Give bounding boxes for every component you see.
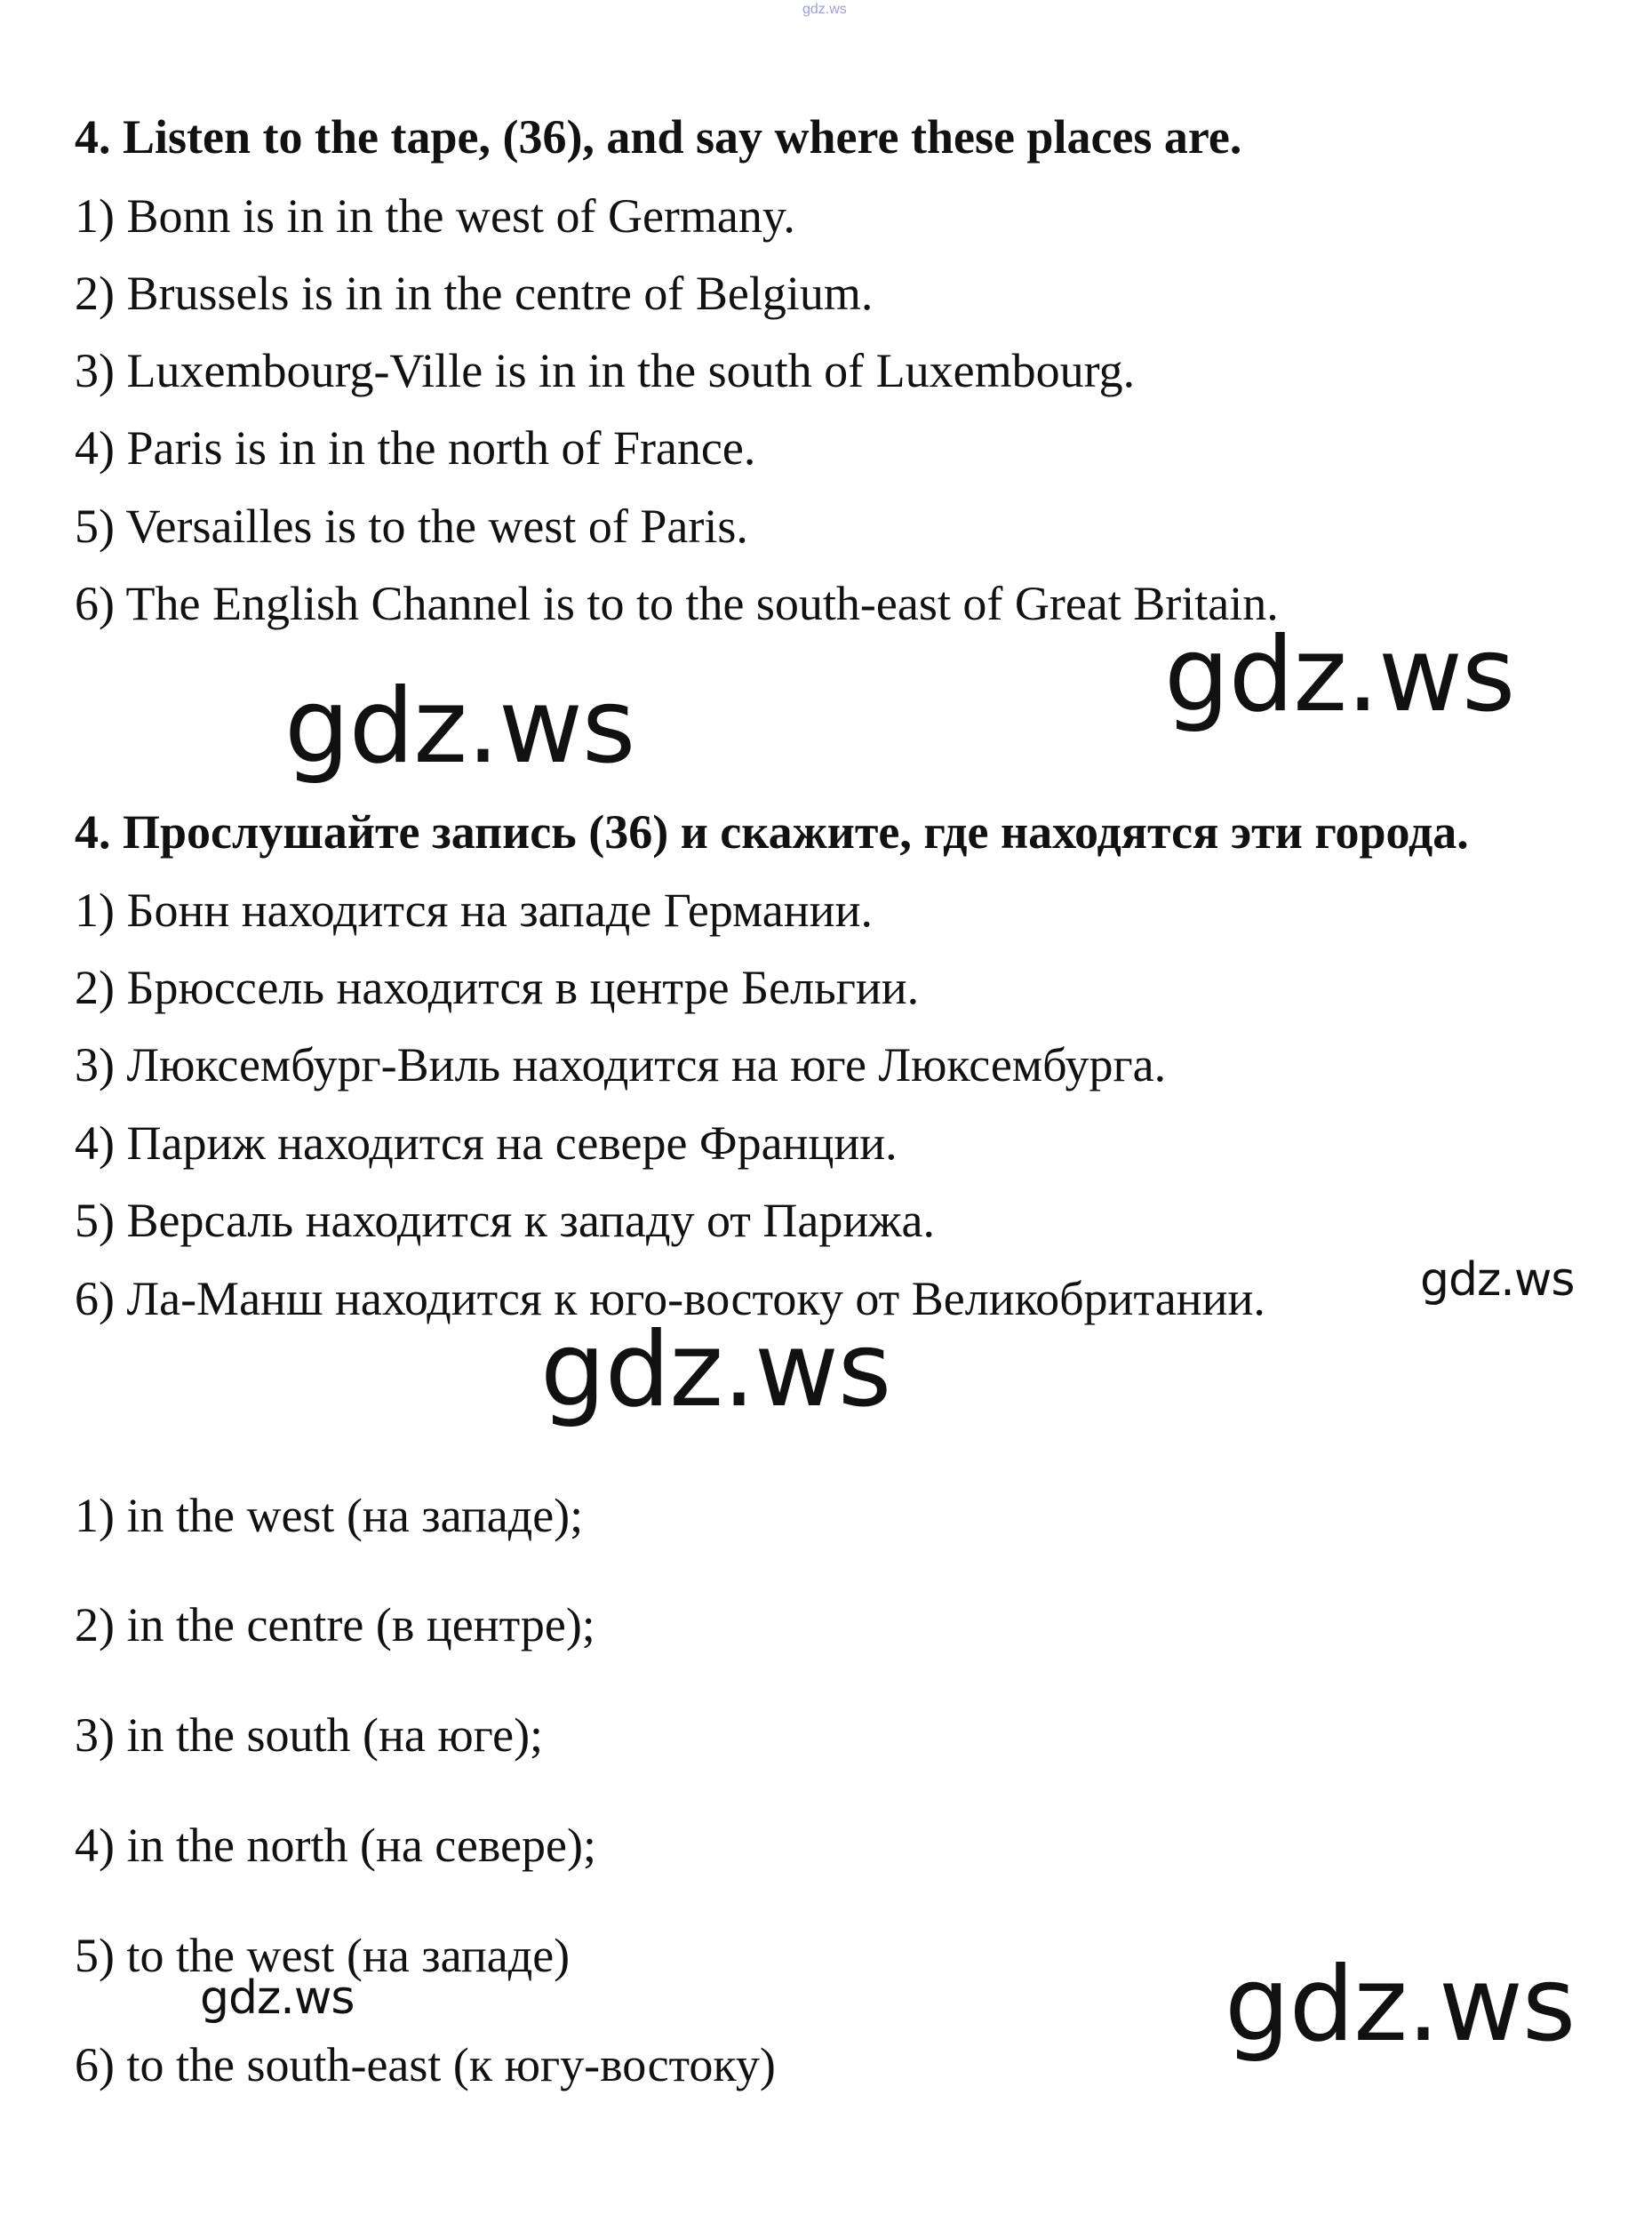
watermark-1: gdz.ws [1164, 615, 1515, 735]
russian-item-4: 4) Париж находится на севере Франции. [75, 1116, 898, 1170]
russian-heading: 4. Прослушайте запись (36) и скажите, где находятся эти города. [75, 805, 1469, 859]
english-heading: 4. Listen to the tape, (36), and say where these places are. [75, 110, 1242, 164]
top-watermark: gdz.ws [802, 2, 847, 17]
watermark-6: gdz.ws [1225, 1945, 1576, 2065]
russian-item-6: 6) Ла-Манш находится к юго-востоку от Великобритании. [75, 1272, 1265, 1325]
watermark-4: gdz.ws [540, 1310, 891, 1430]
english-item-6: 6) The English Channel is to to the south-east of Great Britain. [75, 577, 1279, 630]
vocab-item-4: 4) in the north (на севере); [75, 1819, 596, 1872]
russian-item-5: 5) Версаль находится к западу от Парижа. [75, 1194, 935, 1247]
english-item-1: 1) Bonn is in in the west of Germany. [75, 189, 795, 243]
vocab-item-2: 2) in the centre (в центре); [75, 1598, 595, 1651]
vocab-item-3: 3) in the south (на юге); [75, 1708, 544, 1762]
watermark-5: gdz.ws [200, 1971, 355, 2025]
vocab-item-1: 1) in the west (на западе); [75, 1489, 584, 1542]
watermark-3: gdz.ws [1420, 1253, 1575, 1307]
watermark-2: gdz.ws [284, 667, 635, 787]
russian-item-1: 1) Бонн находится на западе Германии. [75, 884, 873, 937]
english-item-2: 2) Brussels is in in the centre of Belgium. [75, 267, 874, 320]
vocab-item-6: 6) to the south-east (к югу-востоку) [75, 2038, 776, 2091]
vocab-item-5: 5) to the west (на западе) [75, 1929, 571, 1982]
russian-item-3: 3) Люксембург-Виль находится на юге Люксембурга. [75, 1038, 1167, 1092]
english-item-4: 4) Paris is in in the north of France. [75, 421, 756, 475]
russian-item-2: 2) Брюссель находится в центре Бельгии. [75, 961, 920, 1014]
english-item-5: 5) Versailles is to the west of Paris. [75, 500, 748, 553]
english-item-3: 3) Luxembourg-Ville is in in the south of Luxembourg. [75, 344, 1136, 397]
